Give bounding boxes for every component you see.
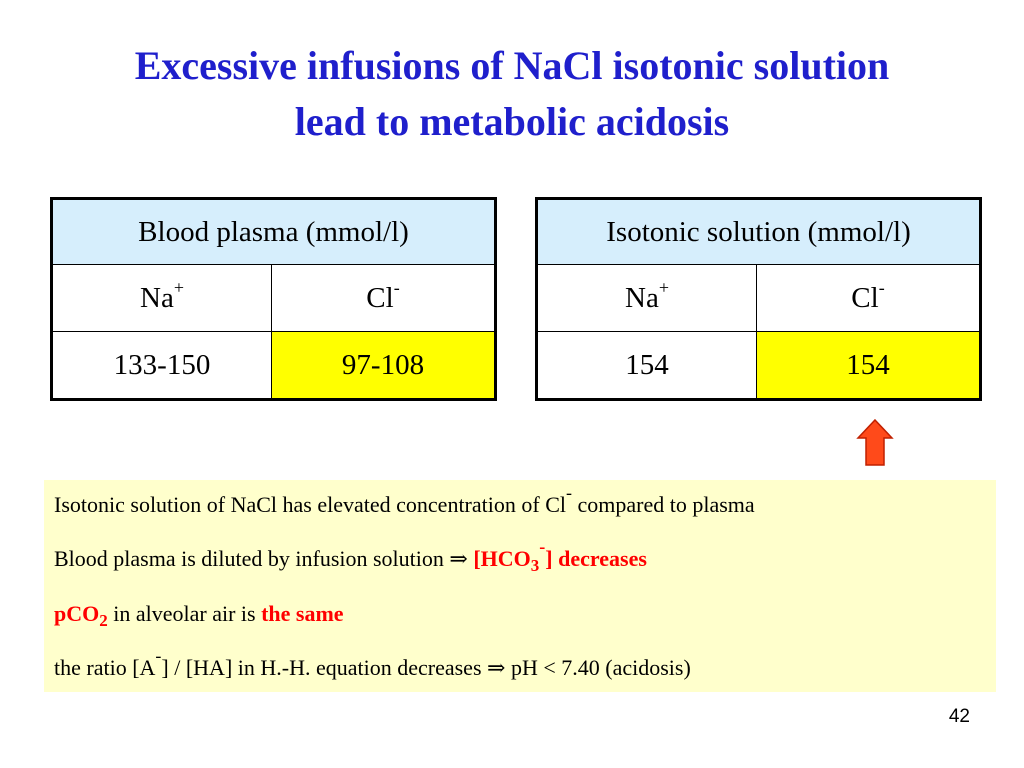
- explanation-box: [44, 480, 996, 692]
- title-line-2: lead to metabolic acidosis: [294, 99, 730, 144]
- blood-plasma-table: [50, 197, 497, 401]
- plasma-cl-value: 97-108: [272, 332, 496, 400]
- the-same-text: the same: [261, 601, 344, 626]
- hco3-decreases: $[HCO_3^-]$ decreases: [467, 536, 647, 576]
- pco2-label: pCO$_2$: [54, 601, 108, 631]
- isotonic-cl-value: 154: [757, 332, 981, 400]
- note-line-4: the ratio [A-] / [HA] in H.-H. equation decreases ⇒ pH < 7.40 (acidosis): [54, 645, 691, 680]
- isotonic-solution-header: Isotonic solution (mmol/l): [537, 199, 981, 265]
- page-number: 42: [948, 706, 970, 727]
- plasma-na-label: Na+: [52, 265, 272, 332]
- plasma-na-value: 133-150: [52, 332, 272, 400]
- title-line-1: Excessive infusions of NaCl isotonic solution: [134, 43, 890, 88]
- note-line-2: Blood plasma is diluted by infusion solution ⇒ $[HCO_3^-]$ decreases: [54, 536, 647, 576]
- note-line-1: Isotonic solution of NaCl has elevated concentration of Cl- compared to plasma: [54, 482, 755, 517]
- isotonic-solution-table: [535, 197, 982, 401]
- slide-title: [0, 38, 1024, 150]
- implies-symbol: ⇒: [449, 546, 468, 571]
- isotonic-cl-label: Cl-: [757, 265, 981, 332]
- blood-plasma-header: Blood plasma (mmol/l): [52, 199, 496, 265]
- up-arrow-icon: [855, 418, 895, 468]
- note-line-3: pCO$_2$ in alveolar air is the same: [54, 601, 344, 631]
- isotonic-na-label: Na+: [537, 265, 757, 332]
- plasma-cl-label: Cl-: [272, 265, 496, 332]
- isotonic-na-value: 154: [537, 332, 757, 400]
